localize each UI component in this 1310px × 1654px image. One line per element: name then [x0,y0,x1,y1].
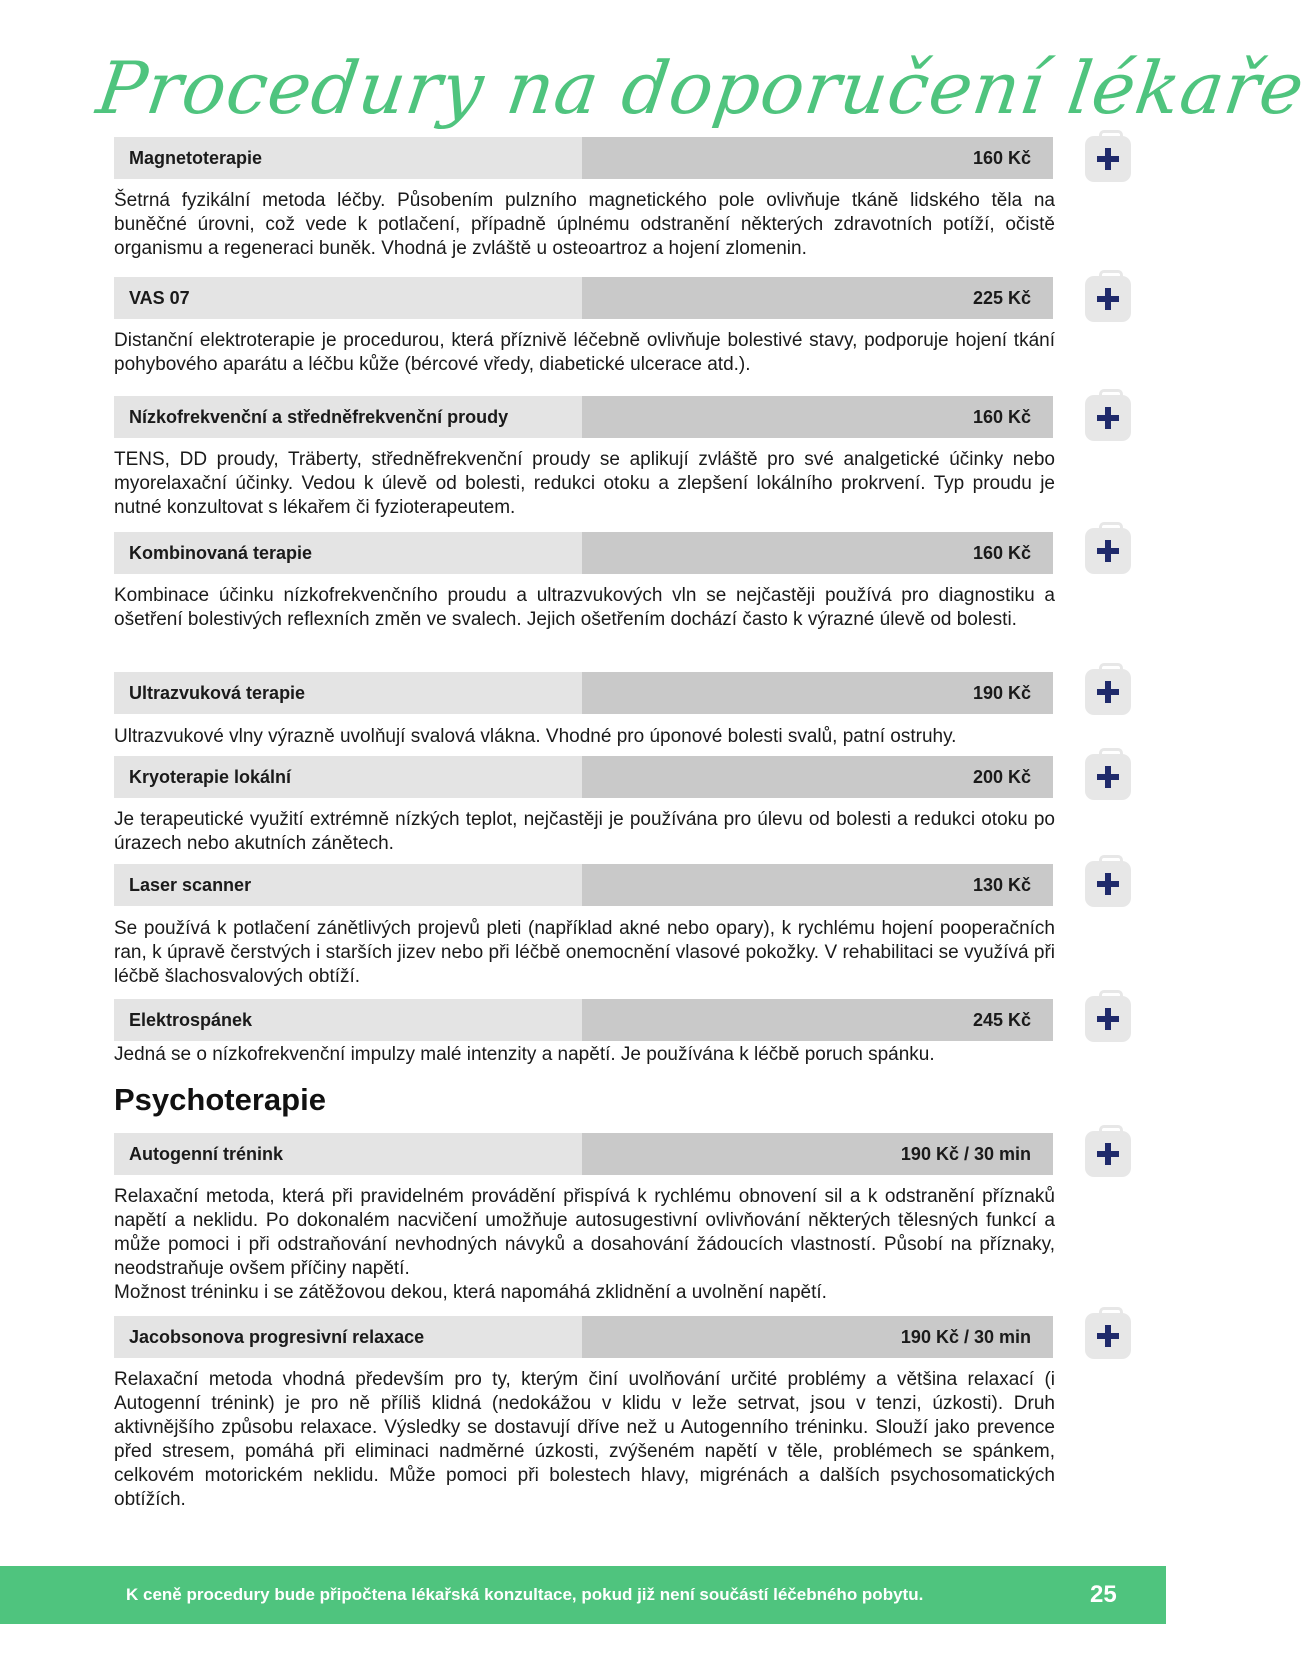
page-number: 25 [1090,1581,1117,1608]
procedure-name: Kryoterapie lokální [114,756,582,798]
procedure-name: Kombinovaná terapie [114,532,582,574]
add-procedure-button[interactable] [1085,861,1131,907]
procedure-price: 160 Kč [582,137,1053,179]
page-title [90,28,1310,138]
plus-icon [1095,1006,1121,1032]
procedure-name: Ultrazvuková terapie [114,672,582,714]
add-procedure-button[interactable] [1085,996,1131,1042]
footer-note: K ceně procedury bude připočtena lékařská konzultace, pokud již není součástí léčebného pobytu. [126,1585,924,1604]
page-title-text: Procedury na doporučení lékaře [92,46,1310,130]
procedure-name: Elektrospánek [114,999,582,1041]
add-procedure-button[interactable] [1085,1131,1131,1177]
procedure-name: Autogenní trénink [114,1133,582,1175]
price-row-autogenni-trenink [114,1133,1053,1175]
add-procedure-button[interactable] [1085,669,1131,715]
procedure-price: 200 Kč [582,756,1053,798]
plus-icon [1095,871,1121,897]
procedure-description: Ultrazvukové vlny výrazně uvolňují svalová vlákna. Vhodné pro úponové bolesti svalů, patní ostruhy. [114,726,957,747]
procedure-name: Magnetoterapie [114,137,582,179]
procedure-description: Šetrná fyzikální metoda léčby. Působením pulzního magnetického pole ovlivňuje tkáně lidského těla na buněčné úrovni, což vede k potlačení, případně úplnému odstranění některých zdravotních potíží, očistě organismu a regeneraci buněk. Vhodná je zvláště u osteoartroz a hojení zlomenin. [114,190,1055,259]
procedure-price: 190 Kč / 30 min [582,1316,1053,1358]
procedure-price: 190 Kč / 30 min [582,1133,1053,1175]
procedure-description: Kombinace účinku nízkofrekvenčního proudu a ultrazvukových vln se nejčastěji používá pro diagnostiku a ošetření bolestivých reflexních změn ve svalech. Jejich ošetřením dochází často k výrazné úlevě od bolesti. [114,585,1055,630]
plus-icon [1095,1323,1121,1349]
procedure-price: 245 Kč [582,999,1053,1041]
procedure-description: Se používá k potlačení zánětlivých projevů pleti (například akné nebo opary), k rychlému hojení pooperačních ran, k úpravě čerstvých i starších jizev nebo při léčbě onemocnění vlasové pokožky. V rehabilitaci se využívá při léčbě šlachosvalových obtíží. [114,918,1055,987]
procedure-name: Jacobsonova progresivní relaxace [114,1316,582,1358]
add-procedure-button[interactable] [1085,754,1131,800]
procedure-description: Jedná se o nízkofrekvenční impulzy malé intenzity a napětí. Je používána k léčbě poruch spánku. [114,1044,935,1065]
plus-icon [1095,286,1121,312]
plus-icon [1095,1141,1121,1167]
procedure-description: Je terapeutické využití extrémně nízkých teplot, nejčastěji je používána pro úlevu od bolesti a redukci otoku po úrazech nebo akutních zánětech. [114,809,1055,854]
price-row-nizkofrekvencni [114,396,1053,438]
procedure-price: 160 Kč [582,396,1053,438]
procedure-description: Distanční elektroterapie je procedurou, která příznivě léčebně ovlivňuje bolestivé stavy, podporuje hojení tkání pohybového aparátu a léčbu kůže (bércové vředy, diabetické ulcerace atd.). [114,330,1055,375]
price-row-magnetoterapie [114,137,1053,179]
add-procedure-button[interactable] [1085,395,1131,441]
procedure-name: Nízkofrekvenční a středněfrekvenční proudy [114,396,582,438]
plus-icon [1095,679,1121,705]
price-row-ultrazvukova-terapie [114,672,1053,714]
procedure-price: 130 Kč [582,864,1053,906]
section-heading-psychoterapie: Psychoterapie [114,1082,326,1117]
procedure-name: VAS 07 [114,277,582,319]
add-procedure-button[interactable] [1085,136,1131,182]
procedure-description: TENS, DD proudy, Träberty, středněfrekvenční proudy se aplikují zvláště pro své analgetické účinky nebo myorelaxační účinky. Vedou k úlevě od bolesti, redukci otoku a zlepšení lokálního prokrvení. Typ proudu je nutné konzultovat s lékařem či fyzioterapeutem. [114,449,1055,518]
procedure-description [114,1185,1055,1305]
procedure-description: Relaxační metoda vhodná především pro ty, kterým činí uvolňování určité problémy a většina relaxací (i Autogenní trénink) je pro ně příliš klidná (nedokážou v klidu v leže setrvat, jsou v tenzi, úzkosti). Druh aktivnějšího způsobu relaxace. Výsledky se dostavují dříve než u Autogenního tréninku. Slouží jako prevence před stresem, pomáhá při eliminaci nadměrné úzkosti, zvýšeném napětí v těle, problémech se spánkem, celkovém motorickém neklidu. Může pomoci při bolestech hlavy, migrénách a dalších psychosomatických obtížích. [114,1369,1055,1510]
plus-icon [1095,405,1121,431]
procedure-description-main: Relaxační metoda, která při pravidelném provádění přispívá k rychlému obnovení sil a k odstranění příznaků napětí a neklidu. Po dokonalém nacvičení umožňuje autosugestivní ovlivňování některých tělesných funkcí a může pomoci i při odstraňování nevhodných návyků a dosahování žádoucích vlastností. Působí na příznaky, neodstraňuje ovšem příčiny napětí. [114,1186,1055,1279]
add-procedure-button[interactable] [1085,528,1131,574]
procedure-name: Laser scanner [114,864,582,906]
price-row-kryoterapie [114,756,1053,798]
price-row-kombinovana-terapie [114,532,1053,574]
procedure-price: 160 Kč [582,532,1053,574]
procedure-description-extra: Možnost tréninku i se zátěžovou dekou, která napomáhá zklidnění a uvolnění napětí. [114,1282,827,1303]
price-row-vas-07 [114,277,1053,319]
add-procedure-button[interactable] [1085,276,1131,322]
price-row-jacobsonova-relaxace [114,1316,1053,1358]
procedure-price: 225 Kč [582,277,1053,319]
footer-bar [0,1566,1166,1624]
procedure-price: 190 Kč [582,672,1053,714]
price-row-laser-scanner [114,864,1053,906]
plus-icon [1095,764,1121,790]
plus-icon [1095,146,1121,172]
add-procedure-button[interactable] [1085,1313,1131,1359]
plus-icon [1095,538,1121,564]
price-row-elektrospanek [114,999,1053,1041]
